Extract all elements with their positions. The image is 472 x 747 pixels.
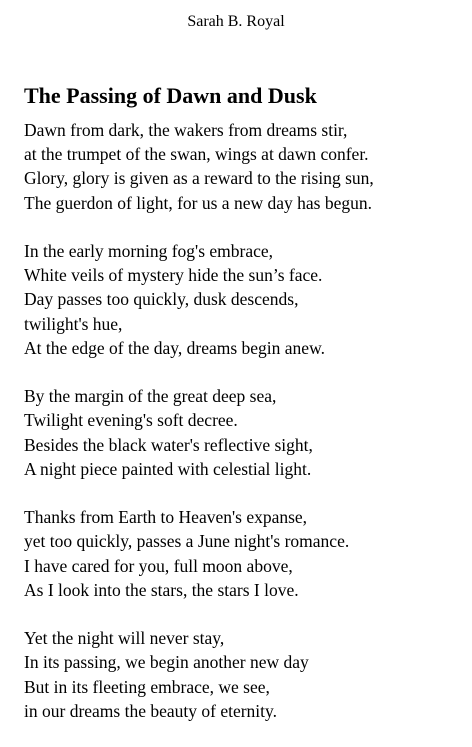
poem-line: Yet the night will never stay,: [24, 628, 225, 649]
poem-line: Day passes too quickly, dusk descends,: [24, 289, 299, 310]
poem-body: [24, 118, 464, 747]
poem-line: By the margin of the great deep sea,: [24, 386, 277, 407]
poem-line: In the early morning fog's embrace,: [24, 241, 274, 261]
poem-line: Glory, glory is given as a reward to the rising sun,: [24, 168, 374, 189]
poem-line: yet too quickly, passes a June night's romance.: [24, 531, 350, 552]
poem-line: Thanks from Earth to Heaven's expanse,: [24, 507, 308, 528]
stanza-5: [24, 626, 464, 723]
poem-line: at the trumpet of the swan, wings at dawn confer.: [24, 144, 369, 165]
stanza-3: [24, 384, 464, 481]
poem-line: But in its fleeting embrace, we see,: [24, 676, 270, 697]
poem-line: twilight's hue,: [24, 313, 123, 334]
author-name: Sarah B. Royal: [187, 13, 285, 30]
poem-line: in our dreams the beauty of eternity.: [24, 700, 278, 721]
stanza-4: [24, 505, 464, 602]
poem-line: At the edge of the day, dreams begin anew.: [24, 337, 325, 358]
poem-title: The Passing of Dawn and Dusk: [24, 83, 317, 108]
poem-line: Besides the black water's reflective sight,: [24, 434, 313, 455]
poem-line: Dawn from dark, the wakers from dreams stir,: [24, 120, 348, 140]
stanza-2: [24, 239, 464, 360]
poem-line: As I look into the stars, the stars I love.: [24, 579, 299, 600]
poem-line: The guerdon of light, for us a new day has begun.: [24, 192, 372, 213]
poem-line: Twilight evening's soft decree.: [24, 410, 238, 431]
stanza-1: [24, 118, 464, 215]
poem-line: White veils of mystery hide the sun’s face.: [24, 265, 323, 286]
poem-line: I have cared for you, full moon above,: [24, 555, 293, 576]
poem-line: A night piece painted with celestial light.: [24, 458, 312, 479]
poem-line: In its passing, we begin another new day: [24, 652, 309, 673]
